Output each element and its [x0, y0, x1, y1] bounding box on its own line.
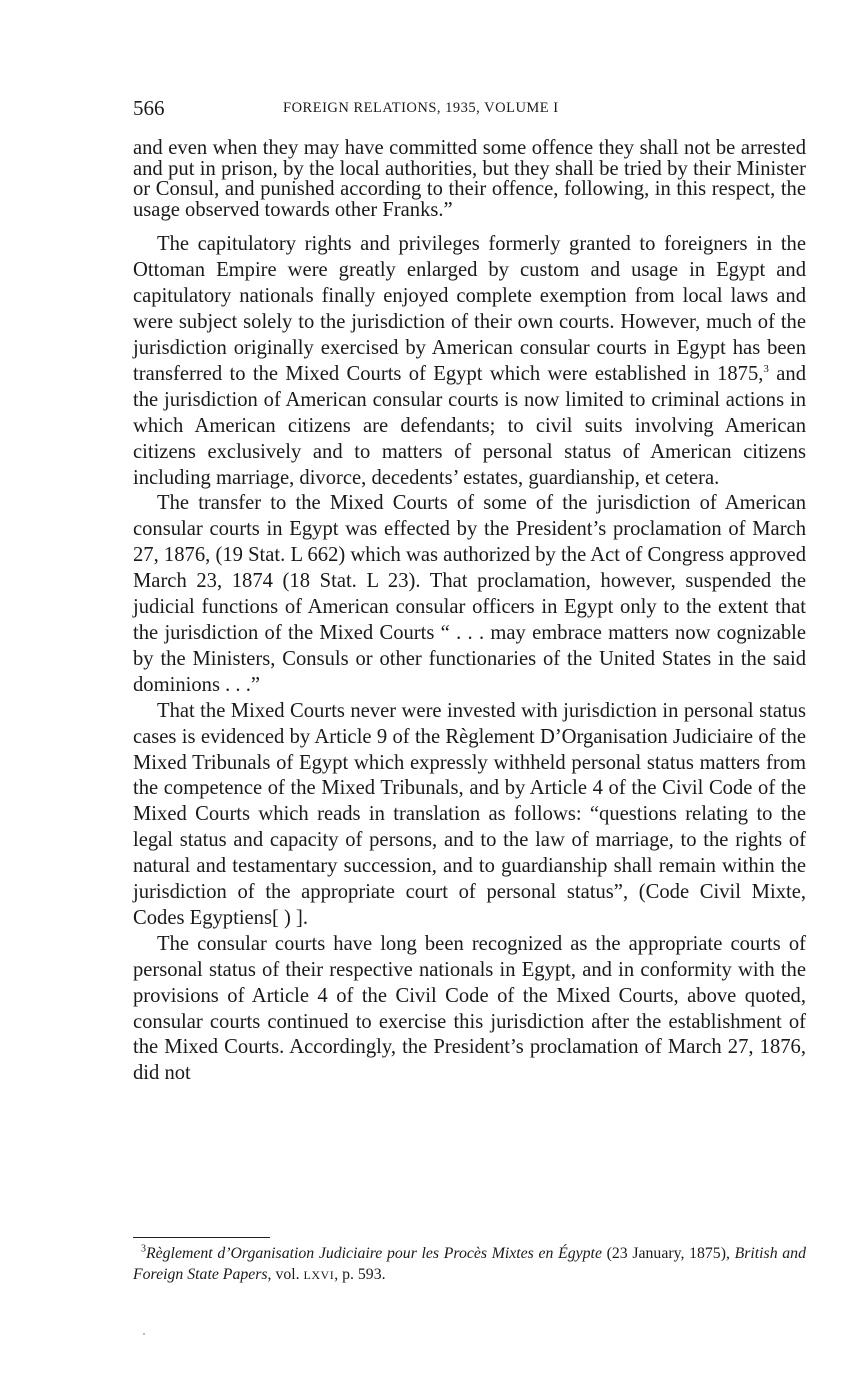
footnote-volume: LXVI	[303, 1268, 335, 1282]
footnote-reference[interactable]: 3	[763, 363, 769, 376]
document-page	[133, 96, 806, 1087]
body-text	[133, 138, 806, 1087]
footnote-source: British and Foreign State Papers	[133, 1245, 806, 1283]
footnote	[133, 1243, 806, 1286]
paragraph-transfer: The transfer to the Mixed Courts of some of the jurisdiction of American consular courts in Egypt was effected by the President’s proclamation of March 27, 1876, (19 Stat. L 662) which was authorized by the Act of Congress approved March 23, 1874 (18 Stat. L 23). That proclamation, however, suspended the judicial functions of American consular officers in Egypt only to the extent that the jurisdiction of the Mixed Courts “ . . . may embrace matters now cognizable by the Ministers, Consuls or other functionaries of the United States in the said dominions . . .”	[133, 492, 806, 696]
footnote-divider	[133, 1237, 270, 1238]
scan-speck	[143, 1333, 145, 1335]
page-number: 566	[133, 96, 165, 120]
page-header	[133, 96, 806, 126]
running-title: FOREIGN RELATIONS, 1935, VOLUME I	[283, 100, 559, 116]
paragraph-capitulatory-rights-part1: The capitulatory rights and privileges formerly granted to foreigners in the Ottoman Empire were greatly enlarged by custom and usage in Egypt and capitulatory nationals finally enjoyed complete exemption from local laws and were subject solely to the jurisdiction of their own courts. However, much of the jurisdiction originally exercised by American consular courts in Egypt has been transferred to the Mixed Courts of Egypt which were established in 1875,	[133, 233, 806, 385]
footnote-date: (23 January, 1875),	[601, 1245, 735, 1262]
footnote-page: , p. 593.	[334, 1266, 386, 1283]
paragraph-capitulatory-rights-part2: and the jurisdiction of American consular courts is now limited to criminal actions in which American citizens are defendants; to civil suits involving American citizens exclusively and to matters of personal status of American citizens including marriage, divorce, decedents’ estates, guardianship, et cetera.	[133, 362, 806, 489]
paragraph-capitulatory-rights	[133, 232, 806, 491]
paragraph-consular-courts: The consular courts have long been recognized as the appropriate courts of personal status of their respective nationals in Egypt, and in conformity with the provisions of Article 4 of the Civil Code of the Mixed Courts, above quoted, consular courts continued to exercise this jurisdiction after the establishment of the Mixed Courts. Accordingly, the President’s proclamation of March 27, 1876, did not	[133, 932, 806, 1085]
footnote-text	[133, 1243, 806, 1286]
paragraph-personal-status: That the Mixed Courts never were invested with jurisdiction in personal status cases is evidenced by Article 9 of the Règlement D’Organisation Judiciaire of the Mixed Tribunals of Egypt which expressly withheld personal status matters from the competence of the Mixed Tribunals, and by Article 4 of the Civil Code of the Mixed Courts which reads in translation as follows: “questions relating to the legal status and capacity of persons, and to the law of marriage, to the rights of natural and testamentary succession, and to guardianship shall remain within the jurisdiction of the appropriate court of personal status”, (Code Civil Mixte, Codes Egyptiens[ ) ].	[133, 699, 806, 929]
footnote-vol-label: , vol.	[267, 1266, 304, 1283]
paragraph-continued-quote: and even when they may have committed some offence they shall not be arrested and put in prison, by the local authorities, but they shall be tried by their Minister or Consul, and punished according to their offence, following, in this respect, the usage observed towards other Franks.”	[133, 137, 806, 221]
footnote-title: Règlement d’Organisation Judiciaire pour les Procès Mixtes en Égypte	[146, 1245, 602, 1262]
footnote-mark: 3	[141, 1243, 146, 1255]
